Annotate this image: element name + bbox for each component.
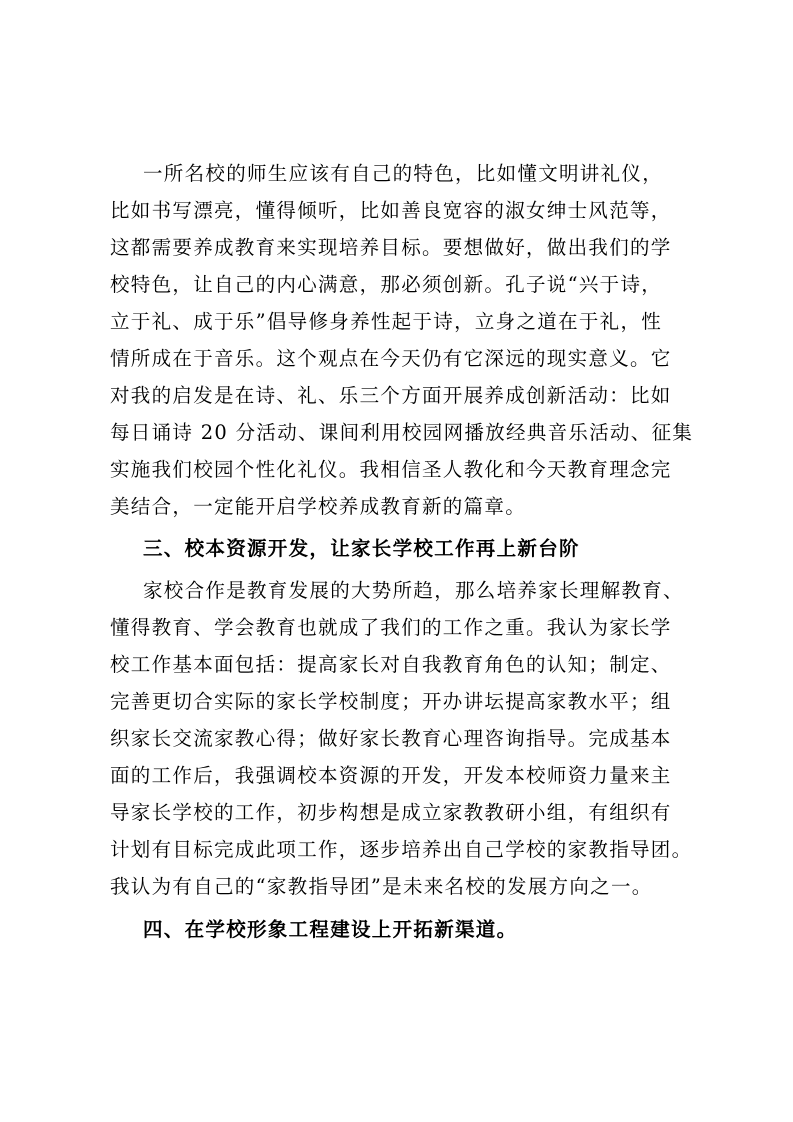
paragraph-2-line-6: 面的工作后，我强调校本资源的开发，开发本校师资力量来主 bbox=[110, 764, 672, 787]
paragraph-2-line-4: 完善更切合实际的家长学校制度；开办讲坛提高家教水平；组 bbox=[110, 690, 672, 713]
paragraph-1-line-10: 美结合，一定能开启学校养成教育新的篇章。 bbox=[110, 495, 527, 518]
paragraph-2-line-9: 我认为有自己的“家教指导团”是未来名校的发展方向之一。 bbox=[110, 875, 653, 898]
paragraph-1-line-4: 校特色，让自己的内心满意，那必须创新。孔子说“兴于诗， bbox=[110, 273, 663, 296]
paragraph-2-line-7: 导家长学校的工作，初步构想是成立家教教研小组，有组织有 bbox=[110, 801, 672, 824]
paragraph-2-line-1: 家校合作是教育发展的大势所趋，那么培养家长理解教育、 bbox=[143, 579, 684, 602]
paragraph-1-line-3: 这都需要养成教育来实现培养目标。要想做好，做出我们的学 bbox=[110, 236, 672, 259]
paragraph-1-line-2: 比如书写漂亮，懂得倾听，比如善良宽容的淑女绅士风范等， bbox=[110, 199, 672, 222]
paragraph-2-line-3: 校工作基本面包括：提高家长对自我教育角色的认知；制定、 bbox=[110, 653, 672, 676]
section-heading-3: 三、校本资源开发，让家长学校工作再上新台阶 bbox=[143, 537, 580, 560]
paragraph-1-line-1: 一所名校的师生应该有自己的特色，比如懂文明讲礼仪， bbox=[143, 162, 664, 185]
paragraph-1-line-7: 对我的启发是在诗、礼、乐三个方面开展养成创新活动：比如 bbox=[110, 384, 672, 407]
section-heading-4: 四、在学校形象工程建设上开拓新渠道。 bbox=[143, 918, 518, 941]
paragraph-1-line-9: 实施我们校园个性化礼仪。我相信圣人教化和今天教育理念完 bbox=[110, 458, 672, 481]
paragraph-1-line-6: 情所成在于音乐。这个观点在今天仍有它深远的现实意义。它 bbox=[110, 347, 672, 370]
paragraph-2-line-5: 织家长交流家教心得；做好家长教育心理咨询指导。完成基本 bbox=[110, 727, 672, 750]
paragraph-1-line-8: 每日诵诗 20 分活动、课间利用校园网播放经典音乐活动、征集 bbox=[110, 421, 694, 444]
paragraph-2-line-8: 计划有目标完成此项工作，逐步培养出自己学校的家教指导团。 bbox=[110, 838, 693, 861]
paragraph-1-line-5: 立于礼、成于乐”倡导修身养性起于诗，立身之道在于礼，性 bbox=[110, 310, 663, 333]
paragraph-2-line-2: 懂得教育、学会教育也就成了我们的工作之重。我认为家长学 bbox=[110, 616, 672, 639]
